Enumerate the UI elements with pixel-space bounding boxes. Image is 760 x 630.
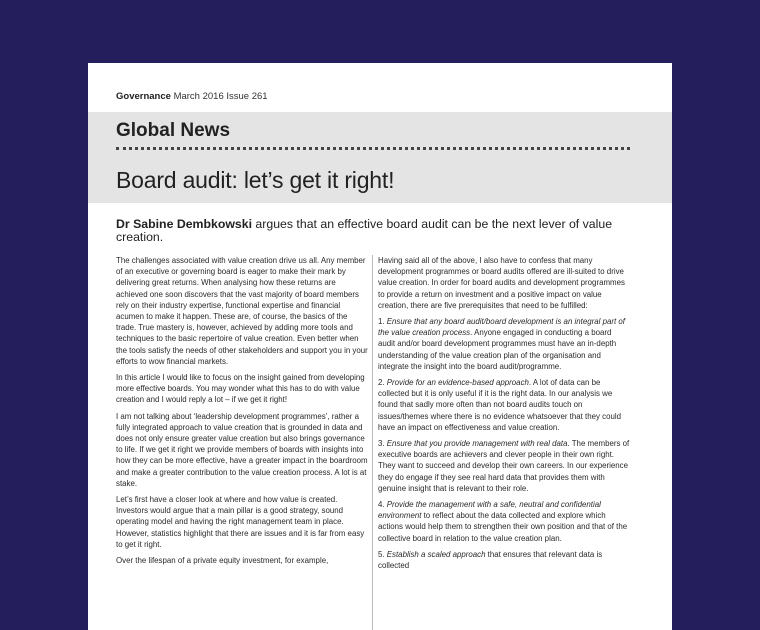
body-paragraph: I am not talking about ‘leadership development programmes’, rather a fully integrated approach to value creation that is grounded in data and does not only ensure greater value creation but also brings governance to life. If we get it right we provide members of boards with insights into how they can be more effective, have a greater impact in the boardroom and make a greater contribution to the value creation process. A lot is at stake. — [116, 411, 368, 488]
body-paragraph: In this article I would like to focus on the insight gained from developing more effective boards. You may wonder what this has to do with value creation and I would reply a lot – if we get it right! — [116, 373, 365, 405]
article-headline: Board audit: let’s get it right! — [116, 167, 395, 193]
prerequisite-item: 4. Provide the management with a safe, neutral and confidential environment to reflect about the data collected and explore which actions would help them to strengthen their own position and that of the collective board in relation to the value creation plan. — [378, 500, 628, 543]
standfirst-text: argues that an effective board audit can be the next lever of value creation. — [116, 217, 613, 244]
masthead — [116, 91, 268, 102]
prerequisite-item: 5. Establish a scaled approach that ensures that relevant data is collected — [378, 549, 603, 571]
article-page — [88, 63, 672, 630]
body-paragraph: The challenges associated with value creation drive us all. Any member of an executive or governing board is eager to make their mark by delivering great returns. When analysing how these returns are achieved one soon discovers that the vast majority of board members rely on their industry expertise, functional expertise and financial acumen to make it happen. These are, of course, the basics of the trade. True mastery is, however, achieved by adding more tools and techniques to the basic repertoire of value creation. Even better when the tools satisfy the needs of other stakeholders and support you in your efforts to wow financial markets. — [116, 256, 368, 366]
prerequisite-item: 1. Ensure that any board audit/board development is an integral part of the value creation process. Anyone engaged in conducting a board audit and/or board development programmes must have an in-depth understanding of the value creation plan of the organisation and integrate the insight into the board audit/programme. — [378, 317, 625, 371]
standfirst — [116, 218, 636, 243]
publication-name: Governance — [116, 91, 171, 102]
prerequisite-item: 2. Provide for an evidence-based approach. A lot of data can be collected but it is only useful if it is the right data. In our analysis we found that sadly more often than not board audits touch on issues/themes where there is no evidence whatsoever that they could have an impact on effectiveness and value creation. — [378, 378, 621, 432]
dotted-divider — [116, 147, 630, 150]
body-column-right — [378, 255, 630, 576]
body-column-left — [116, 255, 368, 571]
body-paragraph: Having said all of the above, I also have to confess that many development programmes or board audits offered are ill-suited to drive value creation. In order for board audits and development programmes to provide a return on investment and a positive impact on value creation, there are five prerequisites that need to be fulfilled: — [378, 256, 625, 310]
section-title: Global News — [116, 120, 231, 141]
author-name: Dr Sabine Dembkowski — [116, 217, 252, 231]
column-divider — [372, 255, 373, 630]
body-paragraph: Let’s first have a closer look at where and how value is created. Investors would argue that a main pillar is a good strategy, sound operating model and having the right management team in place. However, statistics highlight that there are issues and it is far from easy to get it right. — [116, 495, 365, 549]
body-paragraph: Over the lifespan of a private equity investment, for example, — [116, 556, 329, 566]
prerequisite-item: 3. Ensure that you provide management with real data. The members of executive boards are achievers and clever people in their own right. They want to succeed and develop their own careers. In our experience they do engage if they see real hard data that provides them with genuine insight that is relevant to their role. — [378, 439, 630, 493]
issue-info: March 2016 Issue 261 — [173, 91, 268, 102]
title-band — [88, 112, 672, 203]
